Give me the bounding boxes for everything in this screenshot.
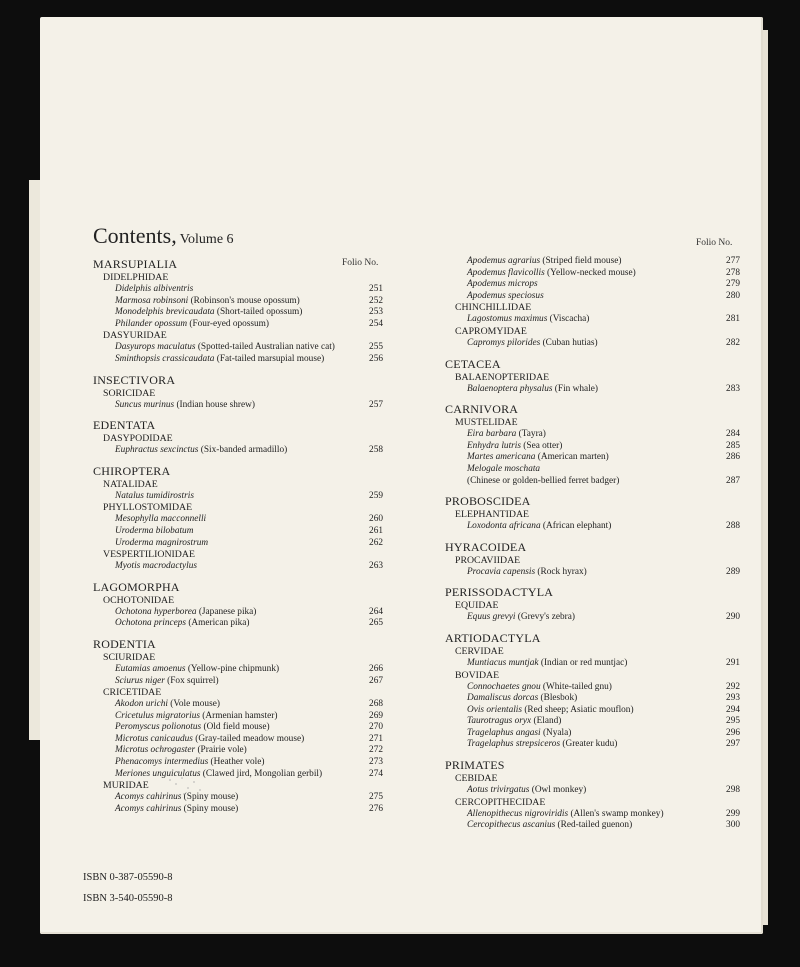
folio-number: 281 <box>726 314 740 325</box>
species-entry <box>445 612 740 624</box>
common-name: (Fat-tailed marsupial mouse) <box>214 353 325 364</box>
species-name <box>115 307 302 319</box>
latin-name: Taurotragus oryx <box>467 716 532 727</box>
species-entry <box>445 716 740 728</box>
species-name <box>467 291 544 303</box>
species-entry <box>93 307 383 319</box>
species-entry <box>445 256 740 268</box>
folio-number: 258 <box>369 445 383 456</box>
species-entry <box>445 429 740 441</box>
common-name: (Eland) <box>531 716 562 727</box>
family-heading: CERCOPITHECIDAE <box>455 796 546 808</box>
species-name <box>115 676 219 688</box>
species-name <box>467 338 598 350</box>
order-heading: PROBOSCIDEA <box>445 494 531 509</box>
common-name: (Greater kudu) <box>560 739 618 750</box>
common-name: (Japanese pika) <box>196 606 257 617</box>
folio-number: 269 <box>369 710 383 721</box>
species-name <box>467 314 589 326</box>
latin-name: Microtus canicaudus <box>115 733 193 744</box>
family-heading: BOVIDAE <box>455 669 500 681</box>
species-entry <box>93 757 383 769</box>
order-heading: HYRACOIDEA <box>445 539 527 554</box>
folio-number: 287 <box>726 475 740 486</box>
latin-name: Lagostomus maximus <box>467 314 548 325</box>
common-name: (Spotted-tailed Australian native cat) <box>195 342 335 353</box>
common-name: (Viscacha) <box>547 314 590 325</box>
folio-number: 265 <box>369 618 383 629</box>
species-name <box>467 567 587 579</box>
family-heading: SORICIDAE <box>103 387 156 399</box>
folio-number: 267 <box>369 675 383 686</box>
latin-name: Microtus ochrogaster <box>115 745 196 756</box>
species-entry <box>93 491 383 503</box>
latin-name: Myotis macrodactylus <box>115 561 198 572</box>
latin-name: Eutamias amoenus <box>115 663 186 674</box>
species-name <box>467 705 634 717</box>
species-entry <box>445 384 740 396</box>
common-name: (Indian or red muntjac) <box>538 657 628 668</box>
species-name <box>115 284 193 296</box>
common-name: (Cuban hutias) <box>540 337 598 348</box>
species-entry <box>445 476 740 488</box>
species-name <box>115 491 194 503</box>
species-entry <box>93 296 383 308</box>
folio-number: 273 <box>369 757 383 768</box>
folio-number: 291 <box>726 657 740 668</box>
common-name: (Striped field mouse) <box>540 256 622 266</box>
species-name <box>467 728 571 740</box>
species-name <box>467 820 632 832</box>
order-heading: MARSUPIALIA <box>93 257 178 271</box>
species-entry <box>93 526 383 538</box>
common-name: (Fin whale) <box>552 383 598 394</box>
order-heading: PRIMATES <box>445 758 505 773</box>
species-name <box>115 514 206 526</box>
common-name: (Short-tailed opossum) <box>214 307 303 318</box>
title-text: Contents, <box>93 223 177 248</box>
order-heading: CHIROPTERA <box>93 463 171 478</box>
common-name: (Heather vole) <box>208 757 265 768</box>
species-entry <box>445 291 740 303</box>
latin-name: Marmosa robinsoni <box>115 295 189 306</box>
common-name: (Prairie vole) <box>195 745 247 756</box>
species-entry <box>93 514 383 526</box>
contents-column-right <box>445 256 740 832</box>
latin-name: Allenopithecus nigroviridis <box>467 808 569 819</box>
folio-number: 257 <box>369 399 383 410</box>
species-name <box>467 521 611 533</box>
family-heading: DASYURIDAE <box>103 330 167 342</box>
common-name: (White-tailed gnu) <box>540 681 612 692</box>
species-name <box>115 354 324 366</box>
common-name: (Indian house shrew) <box>174 399 255 410</box>
species-name <box>115 664 279 676</box>
common-name: (Red-tailed guenon) <box>555 820 633 831</box>
folio-number: 295 <box>726 716 740 727</box>
folio-number: 278 <box>726 267 740 278</box>
folio-number: 252 <box>369 295 383 306</box>
isbn-line-2: ISBN 3-540-05590-8 <box>83 893 173 904</box>
species-entry <box>93 676 383 688</box>
folio-number: 276 <box>369 803 383 814</box>
latin-name: Equus grevyi <box>467 612 516 623</box>
species-entry <box>445 739 740 751</box>
latin-name: Martes americana <box>467 452 536 463</box>
folio-number: 268 <box>369 699 383 710</box>
common-name: (Gray-tailed meadow mouse) <box>192 733 305 744</box>
latin-name: Philander opossum <box>115 318 188 329</box>
common-name: (Old field mouse) <box>201 722 270 733</box>
family-heading: BALAENOPTERIDAE <box>455 371 550 383</box>
species-name <box>115 526 193 538</box>
latin-name: Apodemus microps <box>467 279 538 290</box>
species-entry <box>93 769 383 781</box>
latin-name: Phenacomys intermedius <box>115 757 209 768</box>
folio-number: 255 <box>369 342 383 353</box>
species-entry <box>445 441 740 453</box>
common-name: (Chinese or golden-bellied ferret badger) <box>467 475 620 486</box>
species-entry <box>445 809 740 821</box>
species-name <box>115 804 238 816</box>
common-name: (Yellow-pine chipmunk) <box>185 663 280 674</box>
species-entry <box>93 792 383 804</box>
species-entry <box>445 820 740 832</box>
latin-name: Sciurus niger <box>115 675 165 686</box>
family-heading: PROCAVIIDAE <box>455 554 521 566</box>
species-entry <box>93 664 383 676</box>
folio-number: 290 <box>726 612 740 623</box>
latin-name: Damaliscus dorcas <box>467 693 539 704</box>
folio-number: 263 <box>369 561 383 572</box>
species-entry <box>445 567 740 579</box>
folio-header-left: Folio No. <box>342 258 379 268</box>
species-name <box>115 699 220 711</box>
family-heading: PHYLLOSTOMIDAE <box>103 502 193 514</box>
family-heading: OCHOTONIDAE <box>103 594 175 606</box>
species-name <box>467 268 636 280</box>
family-heading: SCIURIDAE <box>103 651 156 663</box>
folio-number: 293 <box>726 693 740 704</box>
species-entry <box>445 452 740 464</box>
species-name <box>467 809 664 821</box>
folio-number: 296 <box>726 727 740 738</box>
latin-name: Tragelaphus strepsiceros <box>467 739 561 750</box>
species-entry <box>93 804 383 816</box>
species-entry <box>93 445 383 457</box>
species-entry <box>93 722 383 734</box>
species-name <box>467 476 619 488</box>
latin-name: Uroderma bilobatum <box>115 525 194 536</box>
order-heading: RODENTIA <box>93 636 156 651</box>
common-name: (Sea otter) <box>520 440 563 451</box>
latin-name: Tragelaphus angasi <box>467 727 541 738</box>
species-entry <box>93 342 383 354</box>
latin-name: Aotus trivirgatus <box>467 785 530 796</box>
species-name <box>115 711 277 723</box>
order-heading: CETACEA <box>445 356 501 371</box>
species-entry <box>93 734 383 746</box>
species-entry <box>445 338 740 350</box>
species-entry <box>93 319 383 331</box>
faded-stamp-mark <box>160 760 220 805</box>
common-name: (Owl monkey) <box>529 785 587 796</box>
species-entry <box>93 699 383 711</box>
family-heading: CRICETIDAE <box>103 687 162 699</box>
folio-number: 277 <box>726 256 740 266</box>
latin-name: Apodemus agrarius <box>467 256 541 266</box>
latin-name: Apodemus flavicollis <box>467 267 545 278</box>
volume-label: Volume 6 <box>179 232 234 247</box>
latin-name: Sminthopsis crassicaudata <box>115 353 215 364</box>
common-name: (American marten) <box>535 452 609 463</box>
common-name: (Fox squirrel) <box>164 675 219 686</box>
species-name <box>115 561 197 573</box>
species-name <box>467 785 586 797</box>
species-name <box>467 716 561 728</box>
folio-number: 288 <box>726 521 740 532</box>
species-entry <box>93 607 383 619</box>
order-heading: INSECTIVORA <box>93 372 176 387</box>
isbn-line-1: ISBN 0-387-05590-8 <box>83 872 173 883</box>
species-entry <box>445 658 740 670</box>
species-name <box>467 739 617 751</box>
latin-name: Akodon urichi <box>115 699 168 710</box>
common-name: (Allen's swamp monkey) <box>568 808 664 819</box>
latin-name: Peromyscus polionotus <box>115 722 202 733</box>
species-name <box>115 538 208 550</box>
folio-number: 297 <box>726 739 740 750</box>
family-heading: NATALIDAE <box>103 478 158 490</box>
common-name: (Red sheep; Asiatic mouflon) <box>522 704 634 715</box>
latin-name: Euphractus sexcinctus <box>115 445 199 456</box>
common-name: (Vole mouse) <box>167 699 220 710</box>
folio-header-right: Folio No. <box>696 238 733 248</box>
folio-number: 300 <box>726 820 740 831</box>
family-heading: DIDELPHIDAE <box>103 272 169 283</box>
folio-number: 256 <box>369 353 383 364</box>
species-entry <box>445 785 740 797</box>
latin-name: Loxodonta africana <box>467 521 541 532</box>
species-name <box>467 429 546 441</box>
species-name <box>467 452 609 464</box>
folio-number: 284 <box>726 429 740 440</box>
common-name: (American pika) <box>186 618 250 629</box>
species-name <box>115 342 335 354</box>
folio-number: 261 <box>369 525 383 536</box>
species-name <box>467 693 577 705</box>
folio-number: 275 <box>369 792 383 803</box>
folio-number: 266 <box>369 663 383 674</box>
folio-number: 259 <box>369 490 383 501</box>
common-name: (African elephant) <box>540 521 612 532</box>
family-heading: CERVIDAE <box>455 645 504 657</box>
species-name <box>115 618 250 630</box>
species-entry <box>445 279 740 291</box>
common-name: (Spiny mouse) <box>181 792 239 803</box>
latin-name: Cercopithecus ascanius <box>467 820 556 831</box>
folio-number: 299 <box>726 808 740 819</box>
latin-name: Balaenoptera physalus <box>467 383 553 394</box>
species-entry <box>93 538 383 550</box>
common-name: (Four-eyed opossum) <box>187 318 269 329</box>
latin-name: Capromys pilorides <box>467 337 541 348</box>
latin-name: Didelphis albiventris <box>115 284 194 294</box>
common-name: (Tayra) <box>516 429 546 440</box>
latin-name: Apodemus speciosus <box>467 290 544 301</box>
family-heading: VESPERTILIONIDAE <box>103 549 195 561</box>
family-heading: ELEPHANTIDAE <box>455 509 530 521</box>
folio-number: 283 <box>726 383 740 394</box>
species-entry <box>445 728 740 740</box>
common-name: (Spiny mouse) <box>181 803 239 814</box>
folio-number: 274 <box>369 768 383 779</box>
species-name <box>115 400 255 412</box>
species-entry <box>93 354 383 366</box>
latin-name: Procavia capensis <box>467 566 536 577</box>
folio-number: 286 <box>726 452 740 463</box>
folio-number: 262 <box>369 537 383 548</box>
latin-name: Monodelphis brevicaudata <box>115 307 215 318</box>
species-entry <box>445 268 740 280</box>
folio-number: 282 <box>726 337 740 348</box>
latin-name: Ochotona hyperborea <box>115 606 197 617</box>
folio-number: 270 <box>369 722 383 733</box>
folio-number: 294 <box>726 704 740 715</box>
common-name: (Yellow-necked mouse) <box>544 267 636 278</box>
species-name <box>467 612 575 624</box>
folio-number: 272 <box>369 745 383 756</box>
common-name: (Robinson's mouse opossum) <box>188 295 300 306</box>
folio-number: 285 <box>726 440 740 451</box>
folio-number: 289 <box>726 566 740 577</box>
species-entry <box>445 693 740 705</box>
species-name <box>467 682 612 694</box>
species-entry <box>93 711 383 723</box>
common-name: (Armenian hamster) <box>199 710 278 721</box>
latin-name: Mesophylla macconnelli <box>115 514 207 525</box>
latin-name: Suncus murinus <box>115 399 175 410</box>
common-name: (Blesbok) <box>538 693 578 704</box>
latin-name: Melogale moschata <box>467 463 541 474</box>
species-entry <box>445 705 740 717</box>
order-heading: ARTIODACTYLA <box>445 630 541 645</box>
order-heading: LAGOMORPHA <box>93 579 180 594</box>
common-name: (Rock hyrax) <box>535 566 587 577</box>
species-name <box>115 722 270 734</box>
folio-number: 251 <box>369 284 383 294</box>
folio-number <box>718 464 740 476</box>
latin-name: Ovis orientalis <box>467 704 523 715</box>
species-name <box>115 607 256 619</box>
latin-name: Enhydra lutris <box>467 440 521 451</box>
species-name <box>115 745 247 757</box>
latin-name: Meriones unguiculatus <box>115 768 201 779</box>
common-name: (Grevy's zebra) <box>515 612 575 623</box>
latin-name: Cricetulus migratorius <box>115 710 200 721</box>
species-name <box>467 441 562 453</box>
latin-name: Natalus tumidirostris <box>115 490 194 501</box>
folio-number: 298 <box>726 785 740 796</box>
species-name <box>115 445 287 457</box>
species-name <box>115 296 300 308</box>
species-name <box>467 384 598 396</box>
folio-number: 254 <box>369 318 383 329</box>
species-name <box>467 658 627 670</box>
folio-number: 264 <box>369 606 383 617</box>
latin-name: Dasyurops maculatus <box>115 342 196 353</box>
species-name <box>115 319 269 331</box>
species-entry <box>93 400 383 412</box>
family-heading: CHINCHILLIDAE <box>455 302 532 314</box>
latin-name: Muntiacus muntjak <box>467 657 539 668</box>
order-heading: CARNIVORA <box>445 402 519 417</box>
latin-name: Acomys cahirinus <box>115 792 182 803</box>
latin-name: Uroderma magnirostrum <box>115 537 209 548</box>
contents-column-left <box>93 256 383 815</box>
latin-name: Acomys cahirinus <box>115 803 182 814</box>
family-heading: DASYPODIDAE <box>103 433 173 445</box>
species-entry <box>93 618 383 630</box>
family-heading: MURIDAE <box>103 780 149 792</box>
folio-number: 292 <box>726 681 740 692</box>
family-heading: CAPROMYIDAE <box>455 325 527 337</box>
order-heading: EDENTATA <box>93 418 156 433</box>
latin-name: Eira barbara <box>467 429 517 440</box>
family-heading: CEBIDAE <box>455 773 498 785</box>
species-entry <box>445 314 740 326</box>
species-entry <box>93 745 383 757</box>
species-entry <box>93 561 383 573</box>
common-name: (Nyala) <box>540 727 572 738</box>
page-title <box>93 223 234 249</box>
common-name: (Six-banded armadillo) <box>198 445 288 456</box>
common-name: (Clawed jird, Mongolian gerbil) <box>200 768 323 779</box>
order-heading: PERISSODACTYLA <box>445 585 554 600</box>
family-heading: EQUIDAE <box>455 600 499 612</box>
family-heading: MUSTELIDAE <box>455 417 518 429</box>
species-name <box>467 464 540 476</box>
folio-number: 279 <box>726 279 740 290</box>
folio-number: 253 <box>369 307 383 318</box>
folio-number: 260 <box>369 514 383 525</box>
species-entry <box>93 284 383 296</box>
folio-number: 271 <box>369 733 383 744</box>
species-name <box>467 279 538 291</box>
folio-number: 280 <box>726 290 740 301</box>
species-entry <box>445 682 740 694</box>
species-name <box>115 734 304 746</box>
latin-name: Connochaetes gnou <box>467 681 541 692</box>
species-name <box>467 256 621 268</box>
species-entry <box>445 464 740 476</box>
latin-name: Ochotona princeps <box>115 618 187 629</box>
species-entry <box>445 521 740 533</box>
